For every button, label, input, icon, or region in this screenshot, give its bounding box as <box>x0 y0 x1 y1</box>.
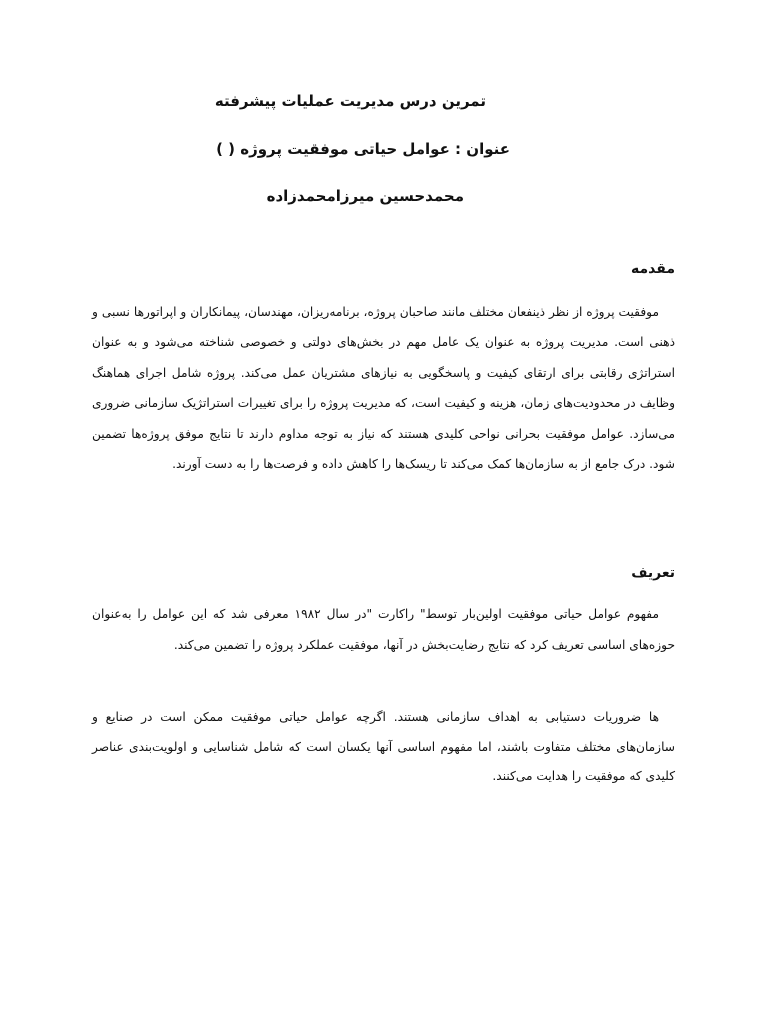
course-title: تمرین درس مدیریت عملیات پیشرفته <box>214 92 486 110</box>
intro-paragraph: موفقیت پروژه از نظر ذینفعان مختلف مانند صاحبان پروژه، برنامه‌ریزان، مهندسان، پیمانکاران و اپراتورها نسبی و ذهنی است. مدیریت پروژه به عنوان یک عامل مهم در بخش‌های دولتی و خصوصی شناخته می‌شود و به عنوان استراتژی رقابتی برای ارتقای کیفیت و پاسخگویی به نیازهای مشتریان عمل می‌کند. پروژه شامل اجرای هماهنگ وظایف در محدودیت‌های زمان، هزینه و کیفیت است، که مدیریت پروژه را برای تغییرات استراتژیک سازمانی ضروری می‌سازد. عوامل موفقیت بحرانی نواحی کلیدی هستند که نیاز به توجه مداوم دارند تا نتایج موفق پروژه‌ها تضمین شود. درک جامع از به سازمان‌ها کمک می‌کند تا ریسک‌ها را کاهش داده و فرصت‌ها را به دست آورند. <box>92 305 675 472</box>
author-name: محمدحسین میرزامحمدزاده <box>266 187 464 205</box>
definition-paragraph-2: ها ضروریات دستیابی به اهداف سازمانی هستند. اگرچه عوامل حیاتی موفقیت ممکن است در صنایع و سازمان‌های مختلف متفاوت باشند، اما مفهوم اساسی آنها یکسان است که شامل شناسایی و اولویت‌بندی عناصر کلیدی که موفقیت را هدایت می‌کنند. <box>92 710 675 784</box>
definition-paragraph-1: مفهوم عوامل حیاتی موفقیت اولین‌بار توسط" راکارت "در سال ۱۹۸۲ معرفی شد که این عوامل را به‌عنوان حوزه‌های اساسی تعریف کرد که نتایج رضایت‌بخش در آنها، موفقیت عملکرد پروژه را تضمین می‌کند. <box>92 607 675 652</box>
definition-heading: تعریف <box>631 565 675 581</box>
intro-heading: مقدمه <box>631 261 675 277</box>
subject-title: عنوان : عوامل حیاتی موفقیت پروژه ( ) <box>216 140 510 158</box>
